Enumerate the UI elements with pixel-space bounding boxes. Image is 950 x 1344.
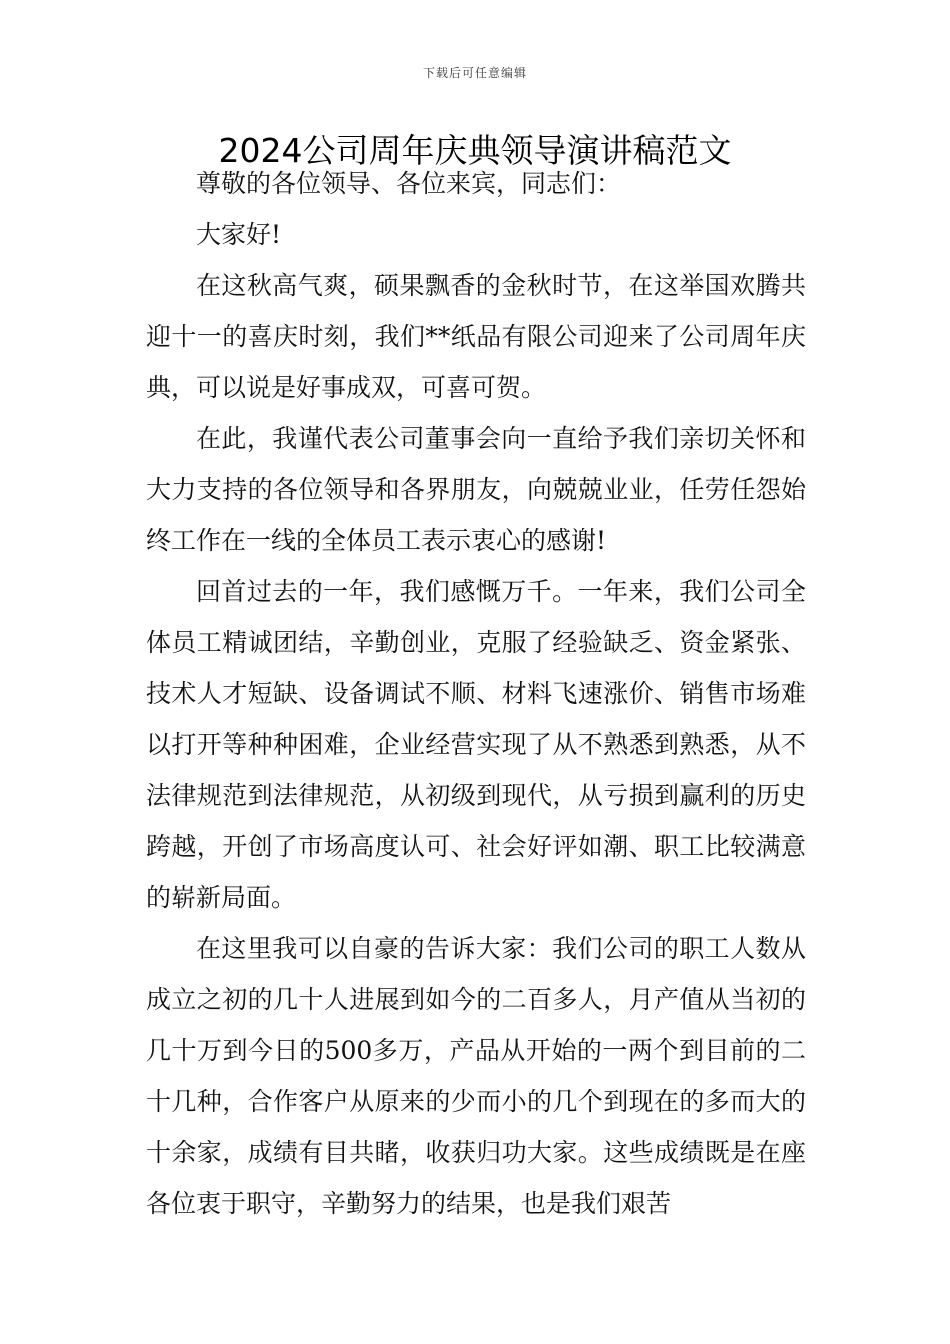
document-title: 2024公司周年庆典领导演讲稿范文: [218, 131, 732, 170]
paragraph-4: 在这里我可以自豪的告诉大家：我们公司的职工人数从成立之初的几十人进展到如今的二百多人，月产值从当初的几十万到今日的500多万，产品从开始的一两个到目前的二十几种，合作客户从原来的少而小的几个到现在的多而大的十余家，成绩有目共睹，收获归功大家。这些成绩既是在座各位衷于职守，辛勤努力的结果，也是我们艰苦: [146, 934, 806, 1218]
document-body: [146, 158, 806, 1229]
paragraph-salutation: 尊敬的各位领导、各位来宾，同志们：: [196, 169, 622, 198]
paragraph-1: 在这秋高气爽，硕果飘香的金秋时节，在这举国欢腾共迎十一的喜庆时刻，我们**纸品有限公司迎来了公司周年庆典，可以说是好事成双，可喜可贺。: [146, 271, 806, 402]
paragraph-greeting: 大家好!: [196, 220, 282, 249]
header-note: 下载后可任意编辑: [422, 66, 527, 80]
paragraph-3: 回首过去的一年，我们感慨万千。一年来，我们公司全体员工精诚团结，辛勤创业，克服了经验缺乏、资金紧张、技术人才短缺、设备调试不顺、材料飞速涨价、销售市场难以打开等种种困难，企业经营实现了从不熟悉到熟悉，从不法律规范到法律规范，从初级到现代，从亏损到赢利的历史跨越，开创了市场高度认可、社会好评如潮、职工比较满意的崭新局面。: [146, 577, 806, 912]
paragraph-2: 在此，我谨代表公司董事会向一直给予我们亲切关怀和大力支持的各位领导和各界朋友，向兢兢业业，任劳任怨始终工作在一线的全体员工表示衷心的感谢!: [146, 424, 806, 555]
